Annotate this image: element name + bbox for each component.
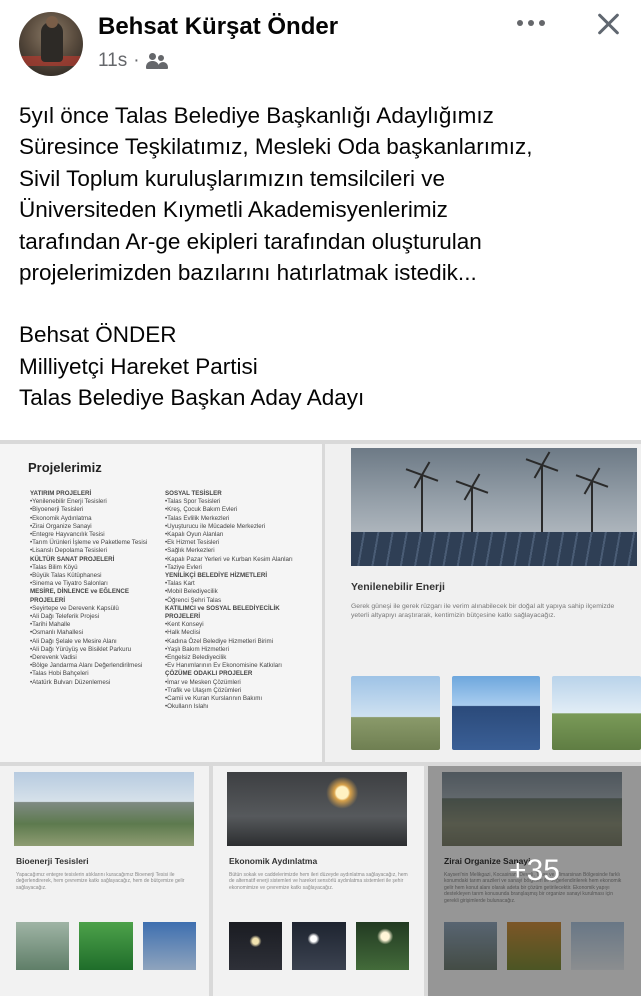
- post-text-line: 5yıl önce Talas Belediye Başkanlığı Adaylığımız: [19, 103, 494, 128]
- author-name[interactable]: Behsat Kürşat Önder: [98, 13, 339, 40]
- project-item: •Ek Hizmet Tesisleri: [165, 539, 220, 547]
- signature-name: Behsat ÖNDER: [19, 322, 177, 348]
- photo-bioenergy[interactable]: [0, 766, 209, 996]
- project-item: •Kapalı Pazar Yerleri ve Kurban Kesim Alanları: [165, 555, 293, 563]
- project-item: •Yenilenebilir Enerji Tesisleri: [30, 498, 107, 506]
- project-item: •Kapalı Oyun Alanları: [165, 531, 224, 539]
- photo-economic-lighting[interactable]: [213, 766, 424, 996]
- post-text-line: tarafından Ar-ge ekipleri tarafından oluşturulan: [19, 228, 482, 254]
- thumbnail-image: [356, 922, 409, 970]
- photo-renewable-energy[interactable]: [325, 444, 641, 762]
- post-time[interactable]: 11s: [98, 50, 128, 71]
- project-section-heading: YATIRIM PROJELERİ: [30, 490, 92, 497]
- card-description: Gerek güneşi ile gerek rüzgarı ile verim alınabilecek bir doğal alt yapıya sahip ilçemizde yeterli altyapıyı araştırarak, kentimizin bütçesine katkı sağlayacağız.: [351, 603, 615, 619]
- project-section-heading: YENİLİKÇİ BELEDİYE HİZMETLERİ: [165, 572, 268, 580]
- post-text-line: Üniversiteden Kıymetli Akademisyenlerimiz: [19, 197, 448, 223]
- photo-agri-industry[interactable]: [428, 766, 641, 996]
- card-description: Yapacağımız entegre tesislerin atıklarını kuracağımız Bioenerji Tesisi ile değerlendirerek, hem çevremize katkı sağlayacağız, hem de bütçemize gelir sağlayacağız.: [16, 872, 185, 891]
- project-item: •Zirai Organize Sanayi: [30, 522, 92, 530]
- project-item: •Bölge Jandarma Alanı Değerlendirilmesi: [30, 662, 143, 670]
- signature-title: Talas Belediye Başkan Aday Adayı: [19, 385, 365, 411]
- project-item: •Kadına Özel Belediye Hizmetleri Birimi: [165, 637, 274, 645]
- project-item: •Uyuşturucu ile Mücadele Merkezleri: [165, 522, 266, 530]
- project-item: •Atatürk Bulvarı Düzenlemesi: [30, 678, 111, 686]
- card-title: Zirai Organize Sanayi: [444, 856, 531, 866]
- post-meta: [98, 50, 168, 72]
- project-item: •Büyük Talas Kütüphanesi: [30, 572, 102, 580]
- card-description: Bütün sokak ve caddelerimizde hem ileri düzeyde aydınlatma sağlayacağız, hem de alternatif enerji sistemleri ve hareket sensörlü aydınlatma sistemleri ile şehir ekonomimize ve çevremize katkı sağlayacağız.: [229, 872, 408, 891]
- thumbnail-image: [552, 676, 641, 750]
- thumbnail-image: [143, 922, 196, 970]
- project-item: •Okulların Islahı: [165, 703, 209, 711]
- post-text: [19, 100, 629, 414]
- project-item: •Taziye Evleri: [165, 563, 202, 571]
- post-text-line: projelerimizden bazılarını hatırlatmak istedik...: [19, 260, 477, 286]
- project-item: •Ali Dağı Teleferik Projesi: [30, 613, 100, 621]
- project-item: •Talas Spor Tesisleri: [165, 498, 221, 506]
- photo-projects-list[interactable]: [0, 444, 322, 762]
- thumbnail-image: [79, 922, 132, 970]
- project-item: •Camii ve Kuran Kurslarının Bakımı: [165, 695, 263, 703]
- project-item: •Biyoenerji Tesisleri: [30, 506, 84, 514]
- close-icon[interactable]: [595, 10, 623, 38]
- project-item: •Derevenk Vadisi: [30, 654, 77, 662]
- project-section-heading: KATILIMCI ve SOSYAL BELEDİYECİLİK PROJELERİ: [165, 604, 280, 621]
- post-text-line: Süresince Teşkilatımız, Mesleki Oda başkanlarımız,: [19, 134, 533, 160]
- project-item: •Ali Dağı Şelale ve Mesire Alanı: [30, 637, 117, 645]
- card-title: Ekonomik Aydınlatma: [229, 856, 318, 866]
- project-item: •Kent Konseyi: [165, 621, 204, 629]
- project-item: •Engelsiz Belediyecilik: [165, 654, 227, 662]
- project-item: •Talas Kart: [165, 580, 195, 588]
- thumbnail-image: [292, 922, 345, 970]
- thumbnail-image: [452, 676, 541, 750]
- project-item: •Sağlık Merkezleri: [165, 547, 215, 555]
- project-item: •Osmanlı Mahallesi: [30, 629, 84, 637]
- project-item: •Ekonomik Aydınlatma: [30, 514, 92, 522]
- project-item: •Trafik ve Ulaşım Çözümleri: [165, 686, 242, 694]
- friends-icon: [146, 53, 168, 69]
- projects-right-column: [165, 490, 315, 711]
- post-header: [0, 0, 641, 82]
- thumbnail-row: [351, 676, 641, 750]
- more-options-icon[interactable]: [517, 16, 547, 30]
- project-item: •Kreş, Çocuk Bakım Evleri: [165, 506, 238, 514]
- project-section-heading: KÜLTÜR SANAT PROJELERİ: [30, 555, 115, 563]
- project-item: •Talas Evlilik Merkezleri: [165, 514, 230, 522]
- project-section-heading: SOSYAL TESİSLER: [165, 490, 222, 497]
- separator: ·: [133, 50, 140, 71]
- thumbnail-image: [229, 922, 282, 970]
- project-item: •Sinema ve Tiyatro Salonları: [30, 580, 108, 588]
- project-item: •Halk Meclisi: [165, 629, 201, 637]
- thumbnail-image: [351, 676, 440, 750]
- projects-title: Projelerimiz: [28, 460, 102, 475]
- photo-grid: [0, 440, 641, 996]
- more-photos-count[interactable]: +35: [509, 854, 560, 887]
- avatar[interactable]: [19, 12, 83, 76]
- project-section-heading: MESİRE, DİNLENCE ve EĞLENCE PROJELERİ: [30, 588, 130, 604]
- card-title: Bioenerji Tesisleri: [16, 856, 89, 866]
- project-item: •Talas Hobi Bahçeleri: [30, 670, 89, 678]
- post-text-line: Sivil Toplum kuruluşlarımızın temsilcileri ve: [19, 165, 445, 191]
- project-item: •Ev Hanımlarının Ev Ekonomisine Katkıları: [165, 662, 283, 670]
- project-item: •Entegre Hayvancılık Tesisi: [30, 531, 105, 539]
- project-item: •Tarihi Mahalle: [30, 621, 71, 629]
- projects-left-column: [30, 490, 162, 687]
- signature-party: Milliyetçi Hareket Partisi: [19, 353, 258, 379]
- card-title: Yenilenebilir Enerji: [351, 581, 445, 593]
- project-item: •Mobil Belediyecilik: [165, 588, 218, 596]
- thumbnail-row: [16, 922, 196, 970]
- project-item: •İmar ve Mesken Çözümleri: [165, 678, 241, 686]
- bioenergy-plant-image: [14, 772, 194, 846]
- thumbnail-row: [229, 922, 409, 970]
- thumbnail-image: [16, 922, 69, 970]
- street-lamp-image: [227, 772, 407, 846]
- card-description: Kayseri'nin Melikgazi, Kocasinan, Develi, Talas ve Mimarsinan Bölgesinde farklı konumdaki tarım arazileri ve sanayi bölgeleri ile değerlendirilerek hem ekonomik gelir hem konut alanı olarak adeta bir çözüm getirilecektir. Ekonomik yapıyı destekleyen tarım konusunda branşlaşmış bir organize sanayi kurulması için gerekli girişimlerde bulunacağız.: [444, 872, 622, 904]
- project-section-heading: ÇÖZÜME ODAKLI PROJELER: [165, 670, 253, 678]
- project-item: •Ali Dağı Yürüyüş ve Bisiklet Parkuru: [30, 645, 132, 653]
- project-item: •Talas Bilim Köyü: [30, 563, 78, 571]
- wind-turbines-image: [351, 448, 637, 566]
- project-item: •Seyirtepe ve Derevenk Kapsülü: [30, 604, 119, 612]
- project-item: •Öğrenci Şehri Talas: [165, 596, 222, 604]
- project-item: •Lisanslı Depolama Tesisleri: [30, 547, 108, 555]
- project-item: •Tarım Ürünleri İşleme ve Paketleme Tesisi: [30, 539, 148, 547]
- project-item: •Yaşlı Bakım Hizmetleri: [165, 645, 229, 653]
